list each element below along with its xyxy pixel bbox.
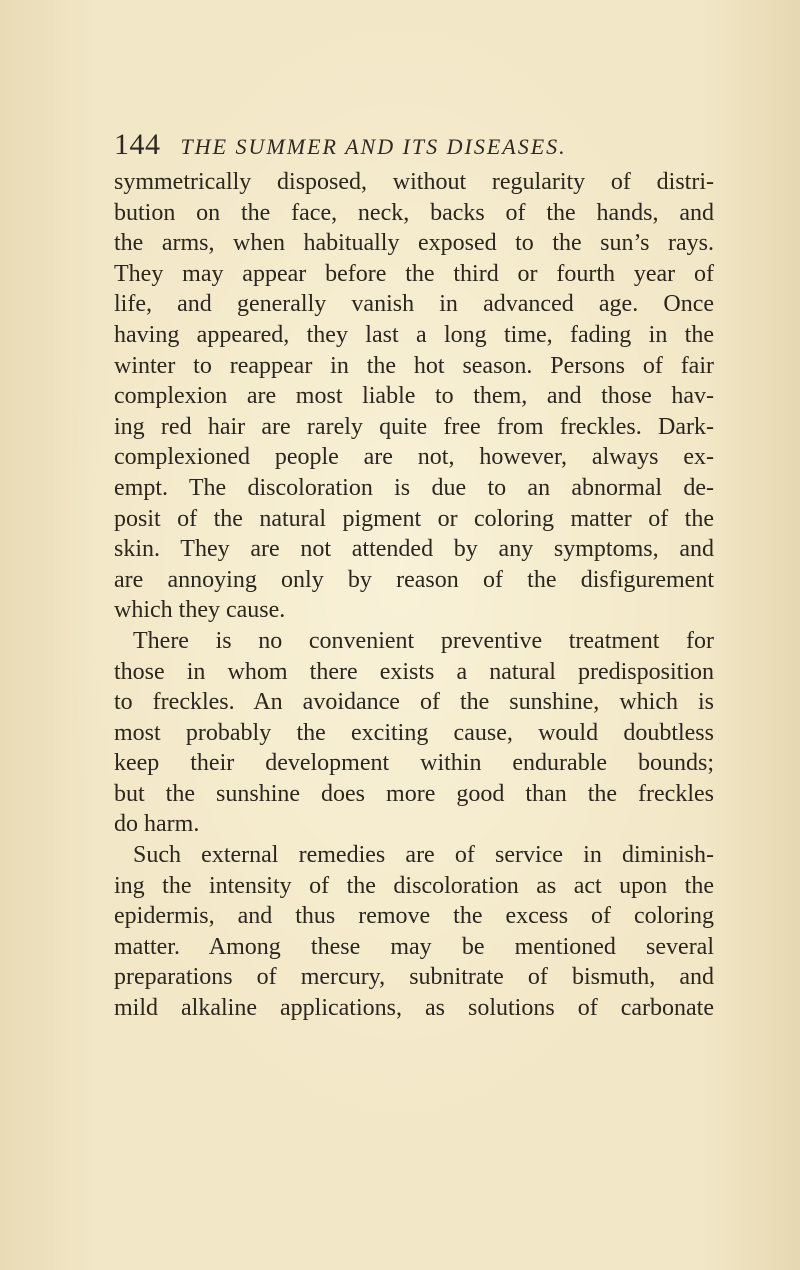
page-number: 144: [114, 128, 161, 161]
text-line: posit of the natural pigment or coloring matter of the: [114, 505, 714, 532]
text-line: preparations of mercury, subnitrate of bismuth, and: [114, 964, 714, 991]
text-line: ing red hair are rarely quite free from freckles. Dark-: [114, 413, 714, 440]
text-line: symmetrically disposed, without regularity of distri-: [114, 169, 714, 195]
text-line: bution on the face, neck, backs of the hands, and: [114, 199, 714, 226]
text-line: empt. The discoloration is due to an abnormal de-: [114, 474, 714, 501]
text-line: most probably the exciting cause, would doubtless: [114, 719, 714, 746]
text-line: They may appear before the third or fourth year of: [114, 260, 714, 287]
body-text: [114, 167, 714, 1024]
text-line: life, and generally vanish in advanced age. Once: [114, 291, 714, 318]
text-line: the arms, when habitually exposed to the sun’s rays.: [114, 230, 714, 257]
text-line: are annoying only by reason of the disfigurement: [114, 566, 714, 593]
text-line: matter. Among these may be mentioned several: [114, 933, 714, 960]
text-line: to freckles. An avoidance of the sunshine, which is: [114, 689, 714, 716]
text-line: There is no convenient preventive treatment for: [133, 627, 714, 654]
running-head: [114, 128, 714, 162]
text-line: ing the intensity of the discoloration as act upon the: [114, 872, 714, 899]
text-line: do harm.: [114, 811, 200, 838]
text-line: mild alkaline applications, as solutions of carbonate: [114, 995, 714, 1022]
text-line: winter to reappear in the hot season. Persons of fair: [114, 352, 714, 379]
text-line: but the sunshine does more good than the freckles: [114, 780, 714, 807]
text-line: which they cause.: [114, 597, 286, 624]
text-line: epidermis, and thus remove the excess of coloring: [114, 903, 714, 930]
text-line: complexioned people are not, however, always ex-: [114, 444, 714, 471]
text-line: those in whom there exists a natural predisposition: [114, 658, 714, 685]
text-line: Such external remedies are of service in diminish-: [133, 842, 714, 869]
text-line: having appeared, they last a long time, fading in the: [114, 321, 714, 348]
text-line: keep their development within endurable bounds;: [114, 750, 714, 777]
text-line: complexion are most liable to them, and those hav-: [114, 383, 714, 410]
running-title: THE SUMMER AND ITS DISEASES.: [180, 134, 567, 159]
text-line: skin. They are not attended by any symptoms, and: [114, 536, 714, 563]
